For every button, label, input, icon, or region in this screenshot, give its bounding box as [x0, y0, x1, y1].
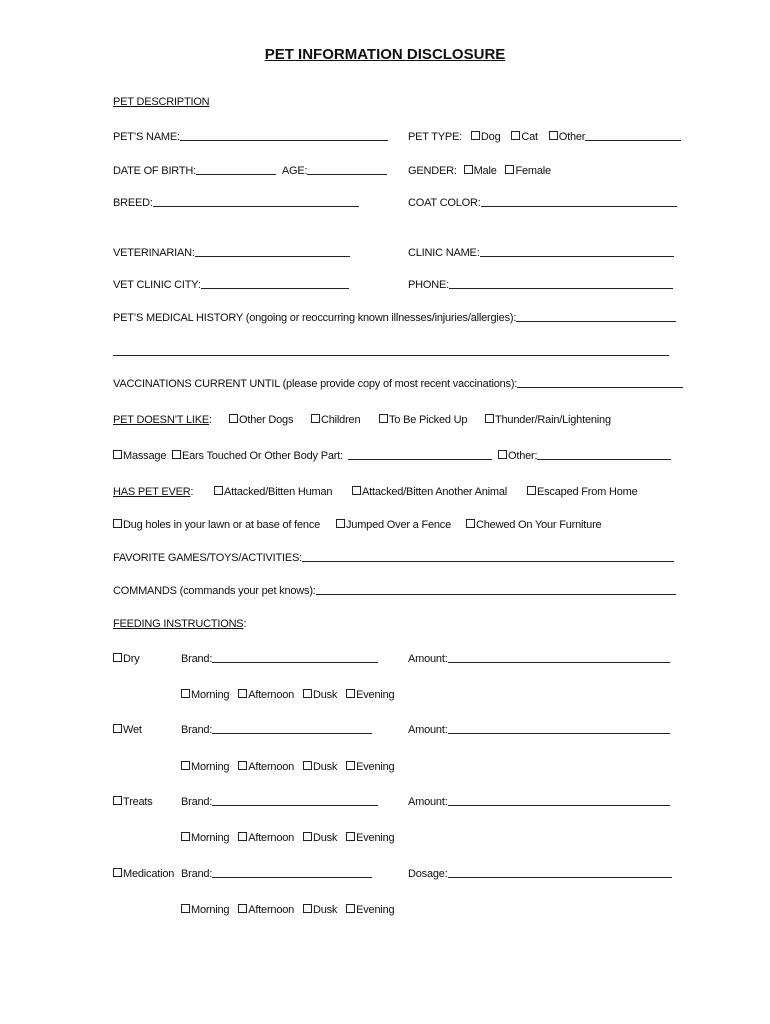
doesnt-like-heading [113, 413, 212, 427]
gender-label: GENDER: [408, 165, 457, 177]
jumped-fence-checkbox[interactable] [336, 519, 345, 528]
jumped-fence-option [336, 518, 451, 532]
has-pet-ever-colon: : [190, 486, 194, 498]
treats-amount-row [408, 795, 670, 809]
attacked-animal-option [352, 485, 507, 499]
pet-type-label: PET TYPE: [408, 131, 463, 143]
treats-morning-checkbox[interactable] [181, 832, 190, 841]
doesnt-like-other-checkbox[interactable] [498, 450, 507, 459]
female-checkbox[interactable] [505, 165, 514, 174]
vaccinations-row [113, 377, 683, 391]
medical-history-label: PET’S MEDICAL HISTORY (ongoing or reoccurring known illnesses/injuries/allergies): [113, 312, 517, 324]
favorite-games-field[interactable] [302, 551, 674, 562]
jumped-fence-label: Jumped Over a Fence [346, 519, 452, 531]
age-field[interactable] [307, 164, 387, 175]
picked-up-label: To Be Picked Up [389, 414, 468, 426]
picked-up-option [379, 413, 467, 427]
medication-morning-label: Morning [191, 904, 230, 916]
medication-times-row [181, 903, 394, 917]
dug-holes-option [113, 518, 320, 532]
treats-brand-field[interactable] [212, 795, 378, 806]
wet-times-row [181, 760, 394, 774]
veterinarian-row [113, 246, 350, 260]
treats-afternoon-checkbox[interactable] [238, 832, 247, 841]
other-dogs-label: Other Dogs [239, 414, 294, 426]
dry-checkbox[interactable] [113, 653, 122, 662]
medication-dusk-checkbox[interactable] [303, 904, 312, 913]
attacked-human-checkbox[interactable] [214, 486, 223, 495]
medication-checkbox[interactable] [113, 868, 122, 877]
veterinarian-field[interactable] [195, 246, 350, 257]
phone-row [408, 278, 673, 292]
treats-afternoon-label: Afternoon [248, 832, 295, 844]
wet-amount-field[interactable] [448, 723, 670, 734]
vaccinations-label: VACCINATIONS CURRENT UNTIL (please provide copy of most recent vaccinations): [113, 378, 518, 390]
has-pet-ever-heading [113, 485, 193, 499]
feeding-label: FEEDING INSTRUCTIONS [113, 618, 244, 630]
doesnt-like-other-label: Other: [508, 450, 538, 462]
medication-evening-checkbox[interactable] [346, 904, 355, 913]
medication-dosage-field[interactable] [448, 867, 672, 878]
commands-field[interactable] [316, 584, 676, 595]
dry-evening-label: Evening [356, 689, 395, 701]
treats-morning-label: Morning [191, 832, 230, 844]
age-label: AGE: [281, 165, 308, 177]
dry-option [113, 652, 140, 666]
thunder-checkbox[interactable] [485, 414, 494, 423]
wet-evening-label: Evening [356, 761, 395, 773]
doesnt-like-other-option [498, 449, 671, 463]
wet-option [113, 723, 142, 737]
dry-brand-label: Brand: [181, 653, 213, 665]
medication-label: Medication [123, 868, 175, 880]
attacked-animal-label: Attacked/Bitten Another Animal [362, 486, 508, 498]
vet-clinic-city-field[interactable] [201, 278, 349, 289]
pets-name-row [113, 130, 388, 144]
cat-checkbox[interactable] [511, 131, 520, 140]
wet-dusk-label: Dusk [312, 761, 338, 773]
medication-evening-label: Evening [356, 904, 395, 916]
wet-brand-row [181, 723, 372, 737]
breed-label: BREED: [113, 197, 153, 209]
children-option [311, 413, 360, 427]
massage-label: Massage [123, 450, 167, 462]
medication-dosage-label: Dosage: [408, 868, 448, 880]
doesnt-like-label: PET DOESN’T LIKE [113, 414, 210, 426]
dry-morning-checkbox[interactable] [181, 689, 190, 698]
dog-checkbox[interactable] [471, 131, 480, 140]
phone-field[interactable] [449, 278, 673, 289]
dry-morning-label: Morning [191, 689, 230, 701]
medication-brand-row [181, 867, 372, 881]
treats-brand-row [181, 795, 378, 809]
coat-color-field[interactable] [481, 196, 677, 207]
other-dogs-option [229, 413, 293, 427]
clinic-name-field[interactable] [480, 246, 674, 257]
breed-field[interactable] [153, 196, 359, 207]
phone-label: PHONE: [408, 279, 449, 291]
treats-dusk-checkbox[interactable] [303, 832, 312, 841]
dry-amount-row [408, 652, 670, 666]
dug-holes-label: Dug holes in your lawn or at base of fence [123, 519, 321, 531]
favorite-games-row [113, 551, 674, 565]
escaped-option [527, 485, 638, 499]
coat-color-row [408, 196, 677, 210]
treats-times-row [181, 831, 394, 845]
medication-afternoon-checkbox[interactable] [238, 904, 247, 913]
medication-option [113, 867, 174, 881]
medical-history-field-line2[interactable] [113, 345, 669, 356]
favorite-games-label: FAVORITE GAMES/TOYS/ACTIVITIES: [113, 552, 302, 564]
commands-label: COMMANDS (commands your pet knows): [113, 585, 316, 597]
chewed-label: Chewed On Your Furniture [476, 519, 602, 531]
vet-clinic-city-label: VET CLINIC CITY: [113, 279, 201, 291]
male-checkbox[interactable] [464, 165, 473, 174]
coat-color-label: COAT COLOR: [408, 197, 481, 209]
doesnt-like-colon: : [209, 414, 212, 426]
pets-name-label: PET’S NAME: [113, 131, 180, 143]
clinic-name-label: CLINIC NAME: [408, 247, 480, 259]
massage-option [113, 449, 166, 463]
wet-brand-label: Brand: [181, 724, 213, 736]
cat-label: Cat [521, 131, 538, 143]
other-type-checkbox[interactable] [549, 131, 558, 140]
treats-amount-field[interactable] [448, 795, 670, 806]
clinic-name-row [408, 246, 674, 260]
dry-afternoon-checkbox[interactable] [238, 689, 247, 698]
wet-label: Wet [123, 724, 142, 736]
medication-afternoon-label: Afternoon [248, 904, 295, 916]
treats-brand-label: Brand: [181, 796, 213, 808]
picked-up-checkbox[interactable] [379, 414, 388, 423]
ears-checkbox[interactable] [172, 450, 181, 459]
wet-morning-label: Morning [191, 761, 230, 773]
treats-label: Treats [123, 796, 153, 808]
wet-amount-label: Amount: [408, 724, 448, 736]
dry-label: Dry [123, 653, 140, 665]
wet-amount-row [408, 723, 670, 737]
children-label: Children [321, 414, 361, 426]
veterinarian-label: VETERINARIAN: [113, 247, 195, 259]
commands-row [113, 584, 676, 598]
male-label: Male [473, 165, 497, 177]
dob-row [113, 164, 387, 178]
has-pet-ever-label: HAS PET EVER [113, 486, 191, 498]
medication-morning-checkbox[interactable] [181, 904, 190, 913]
dog-label: Dog [480, 131, 501, 143]
medical-history-continued [113, 345, 669, 359]
attacked-human-label: Attacked/Bitten Human [224, 486, 333, 498]
vet-clinic-city-row [113, 278, 349, 292]
escaped-label: Escaped From Home [537, 486, 638, 498]
feeding-heading [113, 617, 246, 631]
dob-field[interactable] [196, 164, 276, 175]
dry-brand-field[interactable] [212, 652, 378, 663]
dry-brand-row [181, 652, 378, 666]
treats-dusk-label: Dusk [312, 832, 338, 844]
breed-row [113, 196, 359, 210]
wet-evening-checkbox[interactable] [346, 761, 355, 770]
wet-checkbox[interactable] [113, 724, 122, 733]
treats-option [113, 795, 153, 809]
wet-morning-checkbox[interactable] [181, 761, 190, 770]
dry-times-row [181, 688, 394, 702]
ears-option [172, 449, 492, 463]
treats-checkbox[interactable] [113, 796, 122, 805]
medication-dusk-label: Dusk [312, 904, 338, 916]
feeding-colon: : [243, 618, 247, 630]
massage-checkbox[interactable] [113, 450, 122, 459]
attacked-human-option [214, 485, 332, 499]
escaped-checkbox[interactable] [527, 486, 536, 495]
medical-history-field[interactable] [516, 311, 676, 322]
treats-evening-checkbox[interactable] [346, 832, 355, 841]
page-title: PET INFORMATION DISCLOSURE [264, 46, 506, 63]
dry-dusk-checkbox[interactable] [303, 689, 312, 698]
pet-type-row [408, 130, 681, 144]
thunder-option [485, 413, 611, 427]
pets-name-field[interactable] [180, 130, 388, 141]
medical-history-row [113, 311, 676, 325]
dry-amount-field[interactable] [448, 652, 670, 663]
chewed-checkbox[interactable] [466, 519, 475, 528]
chewed-option [466, 518, 601, 532]
attacked-animal-checkbox[interactable] [352, 486, 361, 495]
wet-afternoon-checkbox[interactable] [238, 761, 247, 770]
dry-dusk-label: Dusk [312, 689, 338, 701]
female-label: Female [515, 165, 551, 177]
thunder-label: Thunder/Rain/Lightening [495, 414, 611, 426]
vaccinations-field[interactable] [517, 377, 683, 388]
dry-amount-label: Amount: [408, 653, 448, 665]
ears-label: Ears Touched Or Other Body Part: [182, 450, 343, 462]
dry-evening-checkbox[interactable] [346, 689, 355, 698]
gender-row [408, 164, 551, 178]
other-dogs-checkbox[interactable] [229, 414, 238, 423]
dug-holes-checkbox[interactable] [113, 519, 122, 528]
other-type-label: Other [558, 131, 586, 143]
treats-amount-label: Amount: [408, 796, 448, 808]
medication-brand-field[interactable] [212, 867, 372, 878]
wet-dusk-checkbox[interactable] [303, 761, 312, 770]
doesnt-like-other-field[interactable] [537, 449, 671, 460]
children-checkbox[interactable] [311, 414, 320, 423]
treats-evening-label: Evening [356, 832, 395, 844]
dry-afternoon-label: Afternoon [248, 689, 295, 701]
section-pet-description: PET DESCRIPTION [113, 96, 210, 108]
medication-dosage-row [408, 867, 672, 881]
ears-field[interactable] [348, 449, 492, 460]
medication-brand-label: Brand: [181, 868, 213, 880]
wet-brand-field[interactable] [212, 723, 372, 734]
other-type-field[interactable] [585, 130, 681, 141]
dob-label: DATE OF BIRTH: [113, 165, 196, 177]
wet-afternoon-label: Afternoon [248, 761, 295, 773]
